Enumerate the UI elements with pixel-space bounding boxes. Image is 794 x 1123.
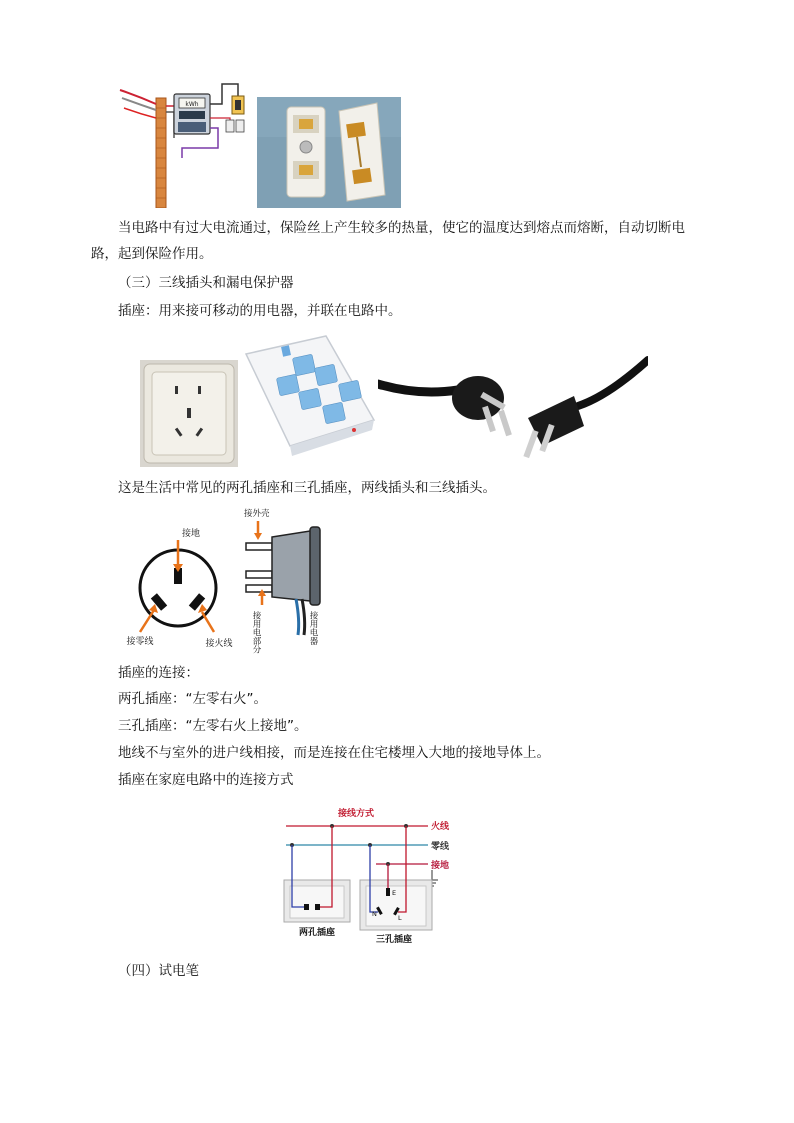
power-strip-photo [238, 334, 376, 464]
socket-wiring-diagram [280, 804, 460, 946]
pin-n-label: N [372, 910, 377, 918]
fuse-text-line2: 路，起到保险作用。 [91, 246, 213, 262]
plugs-photo [378, 356, 648, 468]
neutral-label: 接零线 [126, 637, 154, 647]
ground-label: 接地 [181, 529, 201, 539]
section3-heading: （三）三线插头和漏电保护器 [118, 275, 294, 291]
fuse-text-line1: 当电路中有过大电流通过，保险丝上产生较多的热量，使它的温度达到熔点而熔断，自动切断电 [118, 220, 685, 236]
two-hole-label: 两孔插座 [298, 928, 336, 938]
section4-heading: （四）试电笔 [118, 963, 199, 979]
wall-outlet-photo [140, 360, 238, 467]
pin-e-label: E [392, 889, 397, 897]
wiring-title: 接线方式 [337, 809, 375, 819]
live-part-label: 接用电部分 [251, 611, 261, 654]
pin-l-label: L [398, 914, 402, 922]
meter-wiring-illustration [118, 78, 252, 208]
appliance-label: 接用电器 [308, 611, 318, 645]
common-sockets-caption: 这是生活中常见的两孔插座和三孔插座，两线插头和三线插头。 [118, 480, 496, 496]
meter-kwh-label: kWh [185, 101, 199, 108]
three-hole-socket-diagram [118, 520, 238, 655]
household-title: 插座在家庭电路中的连接方式 [118, 772, 294, 788]
two-hole-rule: 两孔插座：“左零右火”。 [118, 691, 267, 707]
three-hole-label: 三孔插座 [375, 935, 413, 945]
earth-note: 地线不与室外的进户线相接，而是连接在住宅楼埋入大地的接地导体上。 [118, 745, 550, 761]
shell-label: 接外壳 [244, 509, 270, 519]
connection-title: 插座的连接： [118, 665, 199, 681]
neutral-wire-label: 零线 [431, 842, 450, 852]
socket-definition: 插座：用来接可移动的用电器，并联在电路中。 [118, 303, 402, 319]
ground-wire-label: 接地 [431, 861, 450, 871]
live-label: 接火线 [205, 639, 233, 649]
fuse-holder-photo [257, 97, 401, 208]
three-hole-rule: 三孔插座：“左零右火上接地”。 [118, 718, 308, 734]
three-pin-plug-diagram [240, 505, 340, 655]
live-wire-label: 火线 [431, 822, 450, 832]
